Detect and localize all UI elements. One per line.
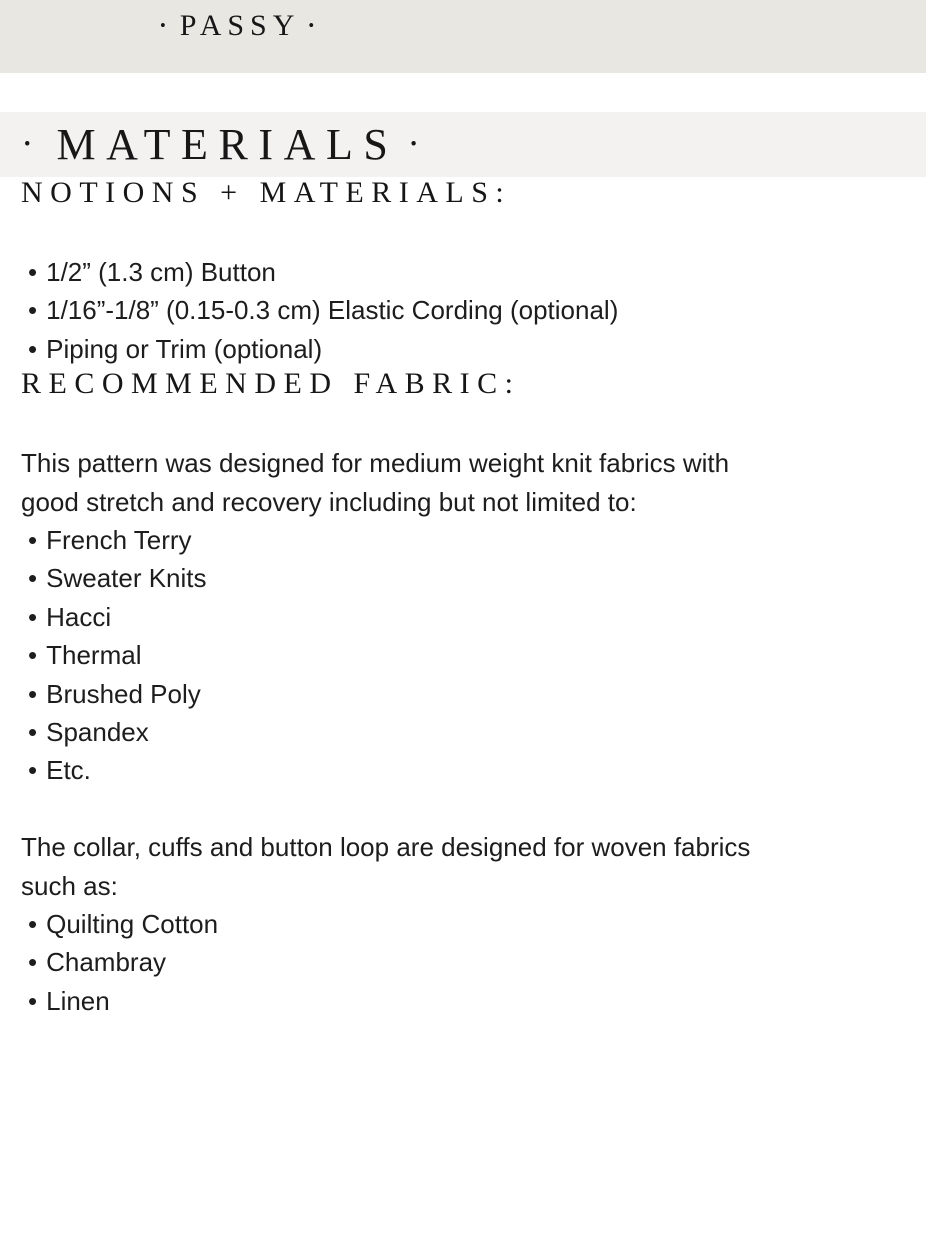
notions-list: [21, 253, 838, 368]
bullet-icon: •: [28, 295, 38, 326]
bullet-icon: •: [28, 909, 38, 940]
bullet-icon: •: [28, 947, 38, 978]
list-item: [21, 982, 838, 1020]
woven-fabrics-intro: The collar, cuffs and button loop are designed for woven fabrics such as:: [21, 832, 751, 901]
list-item-label: Thermal: [46, 640, 142, 671]
list-item: [21, 751, 838, 789]
bullet-icon: •: [28, 333, 38, 364]
woven-fabrics-list: [21, 905, 838, 1020]
knit-fabrics-intro: This pattern was designed for medium weight knit fabrics with good stretch and recovery including but not limited to:: [21, 448, 730, 517]
list-item-label: Hacci: [46, 601, 112, 632]
list-item: [21, 636, 838, 674]
list-item: [21, 713, 838, 751]
bullet-icon: •: [28, 985, 38, 1016]
list-item-label: Chambray: [46, 947, 167, 978]
bullet-icon: •: [28, 563, 38, 594]
decorative-dot-icon: •: [308, 16, 315, 35]
list-item-label: 1/2” (1.3 cm) Button: [46, 257, 276, 287]
list-item-label: French Terry: [46, 525, 192, 556]
notions-heading: NOTIONS + MATERIALS:: [21, 176, 512, 209]
list-item: [21, 559, 838, 597]
decorative-dot-icon: •: [160, 16, 166, 35]
list-item: [21, 905, 838, 943]
list-item: [21, 330, 838, 368]
list-item-label: Sweater Knits: [46, 563, 207, 594]
list-item-label: Linen: [46, 985, 110, 1016]
list-item: [21, 253, 838, 291]
decorative-dot-icon: •: [24, 134, 31, 154]
bullet-icon: •: [28, 640, 38, 671]
section-title-banner: [0, 112, 926, 177]
list-item: [21, 675, 838, 713]
bullet-icon: •: [28, 678, 38, 709]
list-item: [21, 521, 838, 559]
bullet-icon: •: [28, 525, 38, 556]
bullet-icon: •: [28, 717, 38, 748]
list-item-label: Quilting Cotton: [46, 909, 219, 940]
decorative-dot-icon: •: [410, 134, 417, 154]
list-item: [21, 943, 838, 981]
list-item-label: Spandex: [46, 717, 149, 748]
fabric-heading: RECOMMENDED FABRIC:: [21, 367, 521, 401]
bullet-icon: •: [28, 601, 38, 632]
list-item-label: 1/16”-1/8” (0.15-0.3 cm) Elastic Cording (optional): [46, 295, 619, 326]
pattern-name: PASSY: [179, 9, 301, 42]
pattern-name-banner: [0, 0, 926, 73]
page-content: [0, 177, 926, 1020]
list-item-label: Etc.: [46, 755, 91, 786]
list-item: [21, 598, 838, 636]
section-title: MATERIALS: [56, 120, 399, 169]
list-item-label: Piping or Trim (optional): [46, 333, 323, 364]
bullet-icon: •: [28, 257, 38, 287]
list-item-label: Brushed Poly: [46, 678, 201, 709]
bullet-icon: •: [28, 755, 38, 786]
knit-fabrics-list: [21, 521, 838, 790]
list-item: [21, 291, 838, 329]
